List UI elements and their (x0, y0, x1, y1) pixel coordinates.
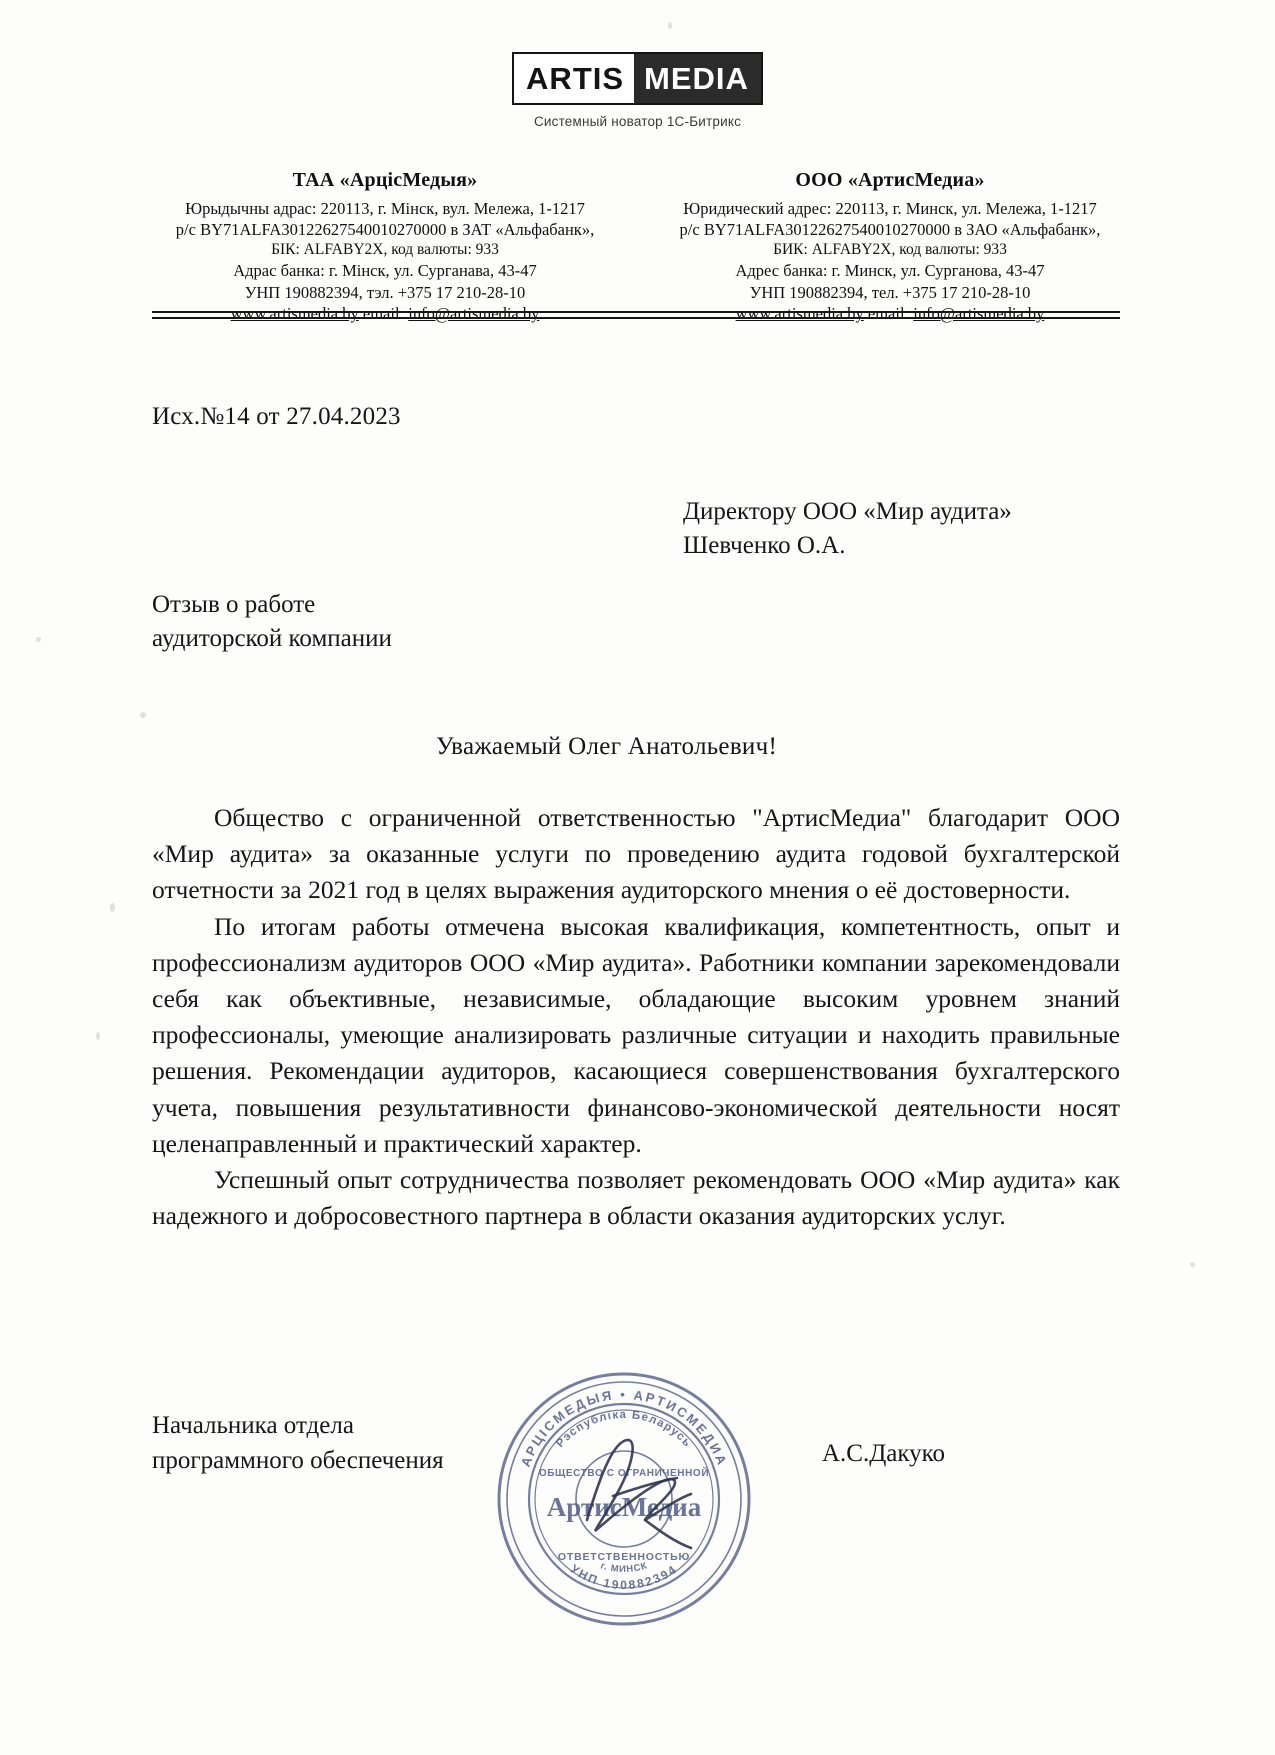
website-link-be[interactable]: www.artismedia.by (230, 303, 359, 323)
letterhead-divider (152, 311, 1120, 319)
website-link-ru[interactable]: www.artismedia.by (735, 303, 864, 323)
svg-text:Рэспубліка Беларусь (554, 1409, 694, 1450)
subject-line-1: Отзыв о работе (152, 591, 316, 618)
subject-line-2: аудиторской компании (152, 625, 392, 653)
addressee-line-2: Шевченко О.А. (683, 532, 846, 560)
outgoing-number: Исх.№14 от 27.04.2023 (152, 403, 401, 430)
stamp-center-text: АртисМедиа (546, 1492, 702, 1522)
signer-position (152, 1408, 444, 1478)
bank-account-ru: р/с BY71ALFA30122627540010270000 в ЗАО «Альфабанк», (679, 220, 1101, 240)
bic-code-ru: БИК: ALFABY2X, код валюты: 933 (773, 241, 1007, 259)
scan-speck (96, 1032, 100, 1040)
handwritten-signature (587, 1440, 691, 1548)
stamp-outer-top-text: АРЦІСМЕДЫЯ • АРТИСМЕДИА (517, 1386, 731, 1469)
scan-speck (668, 22, 672, 29)
logo-text-artis: ARTIS (514, 54, 634, 103)
company-name-ru: ООО «АртисМедиа» (795, 169, 985, 191)
scan-speck (36, 637, 41, 642)
bic-code-be: БІК: ALFABY2X, код валюты: 933 (271, 241, 499, 259)
legal-address-be: Юрыдычны адрас: 220113, г. Мінск, вул. Мележа, 1-1217 (185, 198, 585, 218)
email-label-be: email: (362, 303, 405, 323)
stamp-inner-text-2: ОБЩЕСТВО С ОГРАНИЧЕННОЙ (538, 1468, 710, 1479)
stamp-city-text: г. МИНСК (599, 1560, 649, 1576)
stamp-inner-top-text: Рэспубліка Беларусь (554, 1408, 694, 1451)
body-paragraph-3: Успешный опыт сотрудничества позволяет рекомендовать ООО «Мир аудита» как надежного и добросовестного партнера в области оказания аудиторских услуг. (152, 1165, 1120, 1231)
logo-text-media: MEDIA (634, 54, 761, 103)
stamp-inner-bottom-text: ОТВЕТСТВЕННОСТЬЮ (557, 1551, 691, 1563)
stamp-outer-bottom-text: УНП 190882394 (567, 1561, 681, 1593)
signer-name: А.С.Дакуко (822, 1440, 946, 1467)
addressee-block (683, 495, 1012, 564)
unp-phone-ru: УНП 190882394, тел. +375 17 210-28-10 (749, 282, 1031, 302)
body-paragraph-1: Общество с ограниченной ответственностью "АртисМедиа" благодарит ООО «Мир аудита» за оказанные услуги по проведению аудита годовой бухгалтерской отчетности за 2021 год в целях выражения аудиторского мнения о её достоверности. (152, 803, 1120, 905)
signer-position-line-1: Начальника отдела (152, 1412, 354, 1439)
signer-position-line-2: программного обеспечения (152, 1447, 444, 1474)
company-stamp (495, 1370, 753, 1628)
svg-text:АРЦІСМЕДЫЯ • АРТИСМЕДИА (518, 1387, 731, 1469)
body-paragraph-2: По итогам работы отмечена высокая квалификация, компетентность, опыт и профессионализм аудиторов ООО «Мир аудита». Работники компании зарекомендовали себя как объективные, независимые, обладающие высоким уровнем знаний профессионалы, умеющие анализировать различные ситуации и находить правильные решения. Рекомендации аудиторов, касающиеся совершенствования бухгалтерского учета, повышения результативности финансово-экономической деятельности носят целенаправленный и практический характер. (152, 911, 1120, 1158)
scan-speck (140, 712, 146, 718)
bank-address-be: Адрас банка: г. Мінск, ул. Сурганава, 43-47 (233, 261, 537, 281)
letter-body (152, 800, 1120, 1234)
requisites-column-be (150, 168, 620, 324)
logo-tagline: Системный новатор 1С-Битрикс (533, 114, 742, 129)
company-name-be: ТАА «АрцісМедыя» (292, 169, 478, 191)
legal-address-ru: Юридический адрес: 220113, г. Минск, ул. Мележа, 1-1217 (683, 198, 1097, 218)
svg-text:УНП 190882394 (568, 1562, 680, 1592)
bank-account-be: р/с BY71ALFA30122627540010270000 в ЗАТ «Альфабанк», (175, 220, 595, 240)
email-link-ru[interactable]: info@artismedia.by (913, 303, 1045, 323)
email-link-be[interactable]: info@artismedia.by (408, 303, 540, 323)
logo-badge (512, 52, 763, 105)
subject-block (152, 588, 392, 657)
letterhead-requisites (150, 168, 1125, 324)
scan-speck (110, 903, 115, 912)
addressee-line-1: Директору ООО «Мир аудита» (683, 498, 1012, 525)
svg-text:г. МИНСК (599, 1560, 649, 1575)
salutation: Уважаемый Олег Анатольевич! (436, 733, 778, 760)
unp-phone-be: УНП 190882394, тэл. +375 17 210-28-10 (244, 282, 526, 302)
scan-speck (1190, 1262, 1195, 1267)
requisites-column-ru (655, 168, 1125, 324)
bank-address-ru: Адрес банка: г. Минск, ул. Сурганова, 43-47 (735, 261, 1045, 281)
company-logo (0, 52, 1275, 129)
email-label-ru: email: (867, 303, 910, 323)
